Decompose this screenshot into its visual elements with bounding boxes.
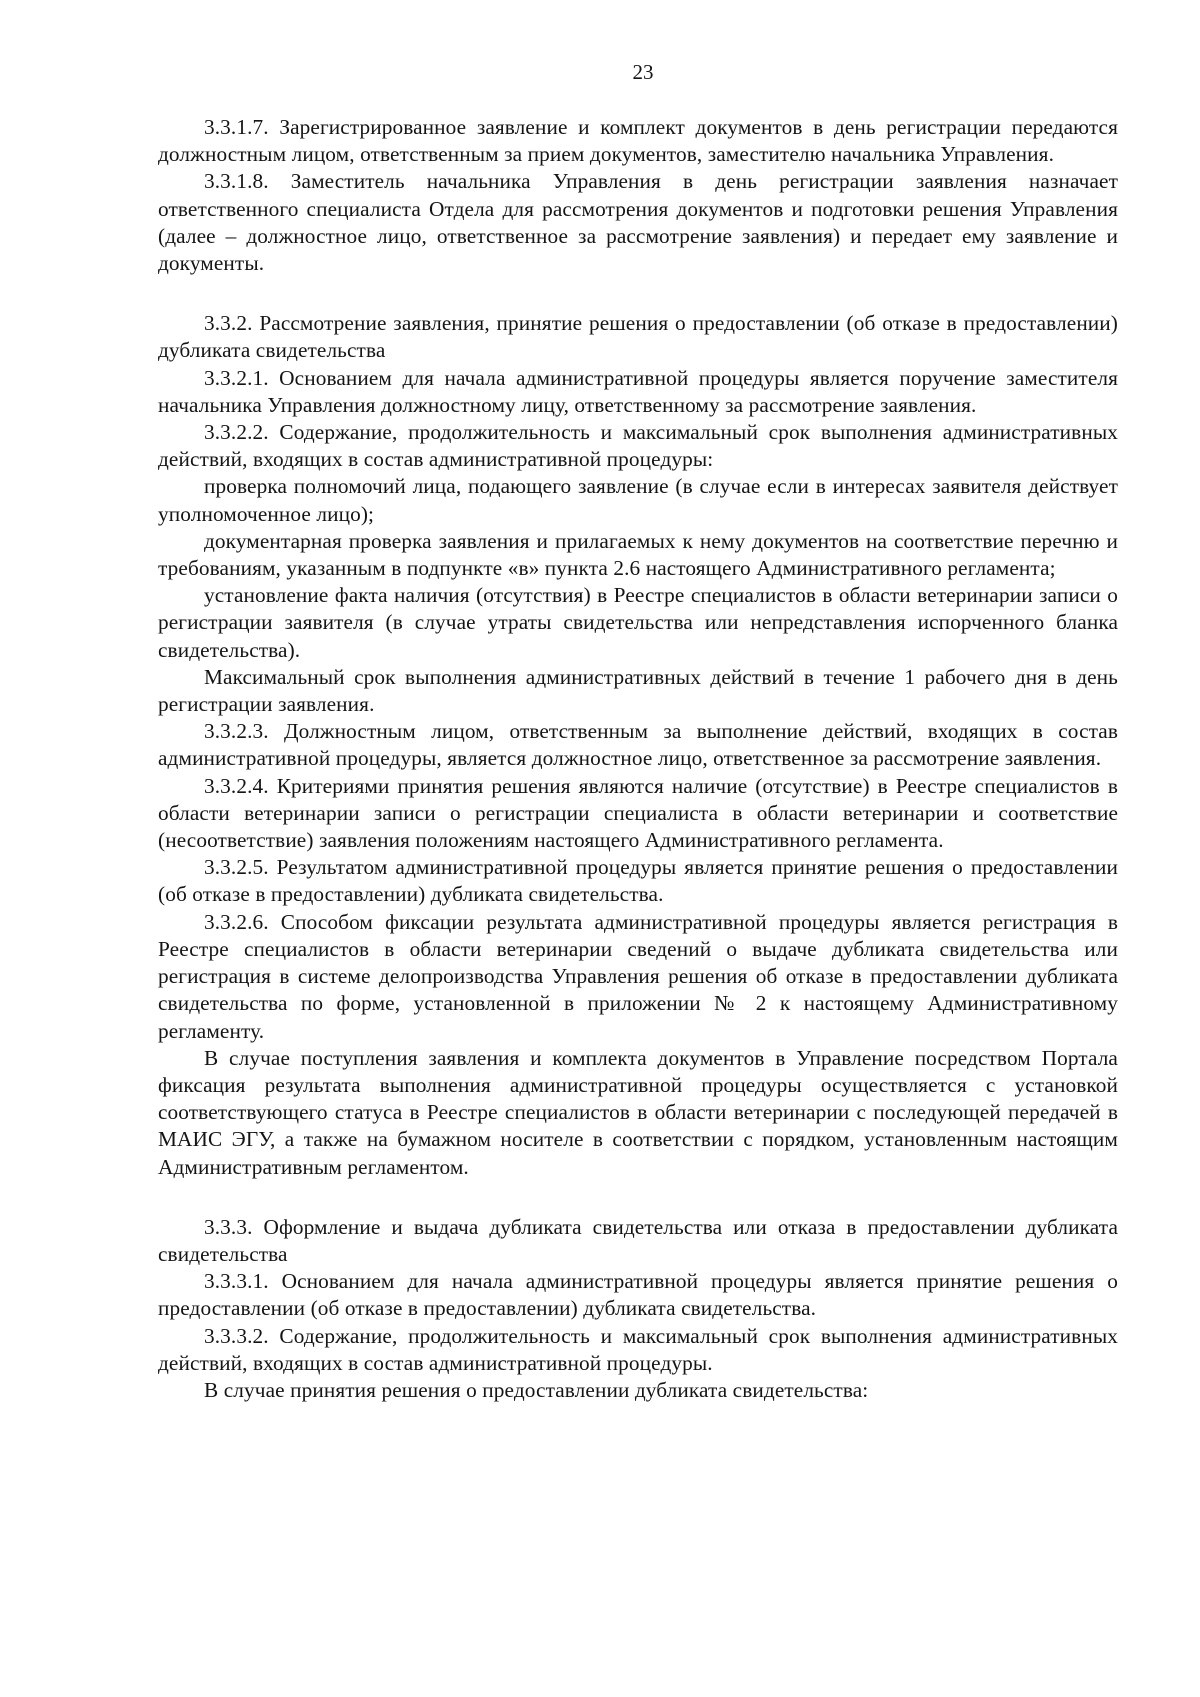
section-heading-3-3-3: 3.3.3. Оформление и выдача дубликата свидетельства или отказа в предоставлении дубликата свидетельства: [158, 1214, 1118, 1266]
page-number: 23: [632, 60, 654, 84]
paragraph-3-3-2-1: 3.3.2.1. Основанием для начала административной процедуры является поручение заместителя начальника Управления должностному лицу, ответственному за рассмотрение заявления.: [158, 365, 1118, 417]
paragraph-portal-fixation: В случае поступления заявления и комплекта документов в Управление посредством Портала фиксация результата выполнения административной процедуры осуществляется с установкой соответствующего статуса в Реестре специалистов в области ветеринарии с последующей передачей в МАИС ЭГУ, а также на бумажном носителе в соответствии с порядком, установленным настоящим Административным регламентом.: [158, 1045, 1118, 1179]
paragraph-3-3-3-1: 3.3.3.1. Основанием для начала административной процедуры является принятие решения о предоставлении (об отказе в предоставлении) дубликата свидетельства.: [158, 1269, 1118, 1321]
paragraph-duplicate-decision: В случае принятия решения о предоставлении дубликата свидетельства:: [204, 1377, 869, 1402]
paragraph-3-3-1-8: 3.3.1.8. Заместитель начальника Управления в день регистрации заявления назначает ответственного специалиста Отдела для рассмотрения документов и подготовки решения Управления (далее – должностное лицо, ответственное за рассмотрение заявления) и передает ему заявление и документы.: [158, 169, 1118, 276]
paragraph-3-3-2-5: 3.3.2.5. Результатом административной процедуры является принятие решения о предоставлении (об отказе в предоставлении) дубликата свидетельства.: [158, 855, 1118, 907]
paragraph-3-3-1-7: 3.3.1.7. Зарегистрированное заявление и комплект документов в день регистрации передаются должностным лицом, ответственным за прием документов, заместителю начальника Управления.: [158, 115, 1118, 167]
list-item-registry-check: установление факта наличия (отсутствия) в Реестре специалистов в области ветеринарии записи о регистрации заявителя (в случае утраты свидетельства или непредставления испорченного бланка свидетельства).: [158, 583, 1118, 662]
section-gap: [158, 1181, 1118, 1214]
section-gap: [158, 277, 1118, 310]
paragraph-3-3-3-2: 3.3.3.2. Содержание, продолжительность и максимальный срок выполнения административных действий, входящих в состав административной процедуры.: [158, 1323, 1118, 1375]
list-item-authority-check: проверка полномочий лица, подающего заявление (в случае если в интересах заявителя действует уполномоченное лицо);: [158, 474, 1118, 526]
document-page: [158, 58, 1118, 1404]
paragraph-3-3-2-4: 3.3.2.4. Критериями принятия решения являются наличие (отсутствие) в Реестре специалистов в области ветеринарии записи о регистрации специалиста в области ветеринарии и соответствие (несоответствие) заявления положениям настоящего Административного регламента.: [158, 773, 1118, 853]
paragraph-3-3-2-6: 3.3.2.6. Способом фиксации результата административной процедуры является регистрация в Реестре специалистов в области ветеринарии сведений о выдаче дубликата свидетельства или регистрация в системе делопроизводства Управления решения об отказе в предоставлении дубликата свидетельства по форме, установленной в приложении № 2 к настоящему Административному регламенту.: [158, 909, 1118, 1043]
paragraph-max-term: Максимальный срок выполнения административных действий в течение 1 рабочего дня в день регистрации заявления.: [158, 664, 1118, 717]
paragraph-3-3-2-3: 3.3.2.3. Должностным лицом, ответственным за выполнение действий, входящих в состав административной процедуры, является должностное лицо, ответственное за рассмотрение заявления.: [158, 719, 1118, 771]
list-item-document-check: документарная проверка заявления и прилагаемых к нему документов на соответствие перечню и требованиям, указанным в подпункте «в» пункта 2.6 настоящего Административного регламента;: [158, 528, 1118, 581]
paragraph-3-3-2-2: 3.3.2.2. Содержание, продолжительность и максимальный срок выполнения административных действий, входящих в состав административной процедуры:: [158, 420, 1118, 472]
section-heading-3-3-2: 3.3.2. Рассмотрение заявления, принятие решения о предоставлении (об отказе в предоставлении) дубликата свидетельства: [158, 311, 1118, 363]
